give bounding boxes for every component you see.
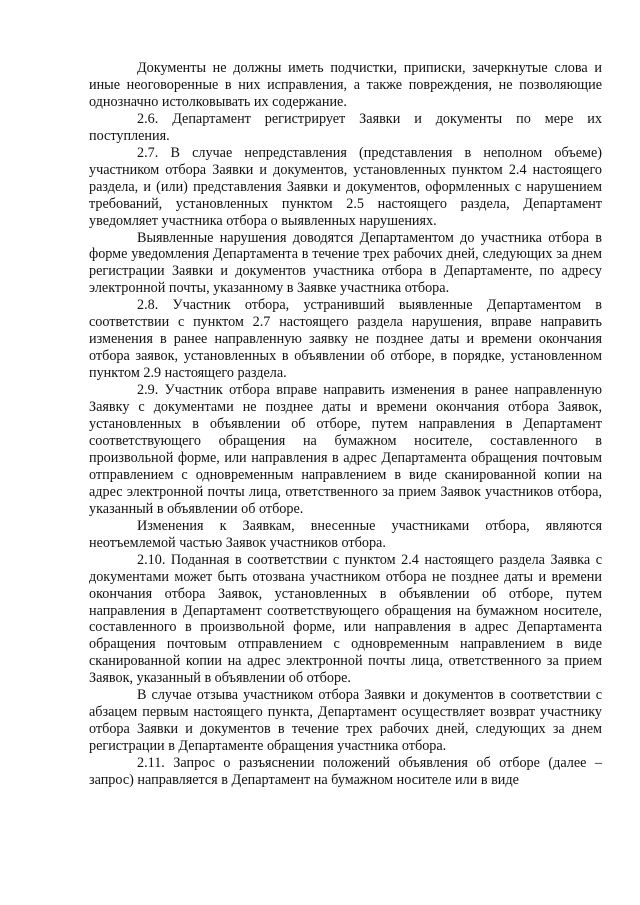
paragraph-2-6: 2.6. Департамент регистрирует Заявки и документы по мере их поступления.	[89, 110, 602, 144]
paragraph-violations-notice: Выявленные нарушения доводятся Департаментом до участника отбора в форме уведомления Департамента в течение трех рабочих дней, следующих за днем регистрации Заявки и документов участника отбора в Департаменте, по адресу электронной почты, указанному в Заявке участника отбора.	[89, 229, 602, 297]
paragraph-2-8: 2.8. Участник отбора, устранивший выявленные Департаментом в соответствии с пунктом 2.7 настоящего раздела нарушения, вправе направить изменения в ранее направленную заявку не позднее даты и времени окончания отбора заявок, установленных в объявлении об отборе, в порядке, установленном пунктом 2.9 настоящего раздела.	[89, 297, 602, 382]
paragraph-withdrawal-return: В случае отзыва участником отбора Заявки и документов в соответствии с абзацем первым настоящего пункта, Департамент осуществляет возврат участнику отбора Заявки и документов в течение трех рабочих дней, следующих за днем регистрации в Департаменте обращения участника отбора.	[89, 687, 602, 755]
paragraph-2-9: 2.9. Участник отбора вправе направить изменения в ранее направленную Заявку с документами не позднее даты и времени окончания отбора Заявок, установленных в объявлении об отборе, путем направления в Департамент соответствующего обращения на бумажном носителе, составленного в произвольной форме, или направления в адрес Департамента обращения почтовым отправлением с одновременным направлением в виде сканированной копии на адрес электронной почты лица, ответственного за прием Заявок участников отбора, указанный в объявлении об отборе.	[89, 382, 602, 517]
document-page	[89, 60, 602, 789]
paragraph-2-7: 2.7. В случае непредставления (представления в неполном объеме) участником отбора Заявки и документов, установленных пунктом 2.4 настоящего раздела, и (или) представления Заявки и документов, оформленных с нарушением требований, установленных пунктом 2.5 настоящего раздела, Департамент уведомляет участника отбора о выявленных нарушениях.	[89, 144, 602, 229]
paragraph-document-requirements: Документы не должны иметь подчистки, приписки, зачеркнутые слова и иные неоговоренные в них исправления, а также повреждения, не позволяющие однозначно истолковывать их содержание.	[89, 60, 602, 110]
paragraph-changes-part: Изменения к Заявкам, внесенные участниками отбора, являются неотъемлемой частью Заявок участников отбора.	[89, 517, 602, 551]
paragraph-2-11: 2.11. Запрос о разъяснении положений объявления об отборе (далее – запрос) направляется в Департамент на бумажном носителе или в виде	[89, 755, 602, 789]
paragraph-2-10: 2.10. Поданная в соответствии с пунктом 2.4 настоящего раздела Заявка с документами может быть отозвана участником отбора не позднее даты и времени окончания отбора Заявок, установленных в объявлении об отборе, путем направления в Департамент соответствующего обращения на бумажном носителе, составленного в произвольной форме, или направления в адрес Департамента обращения почтовым отправлением с одновременным направлением в виде сканированной копии на адрес электронной почты лица, ответственного за прием Заявок, указанный в объявлении об отборе.	[89, 551, 602, 687]
